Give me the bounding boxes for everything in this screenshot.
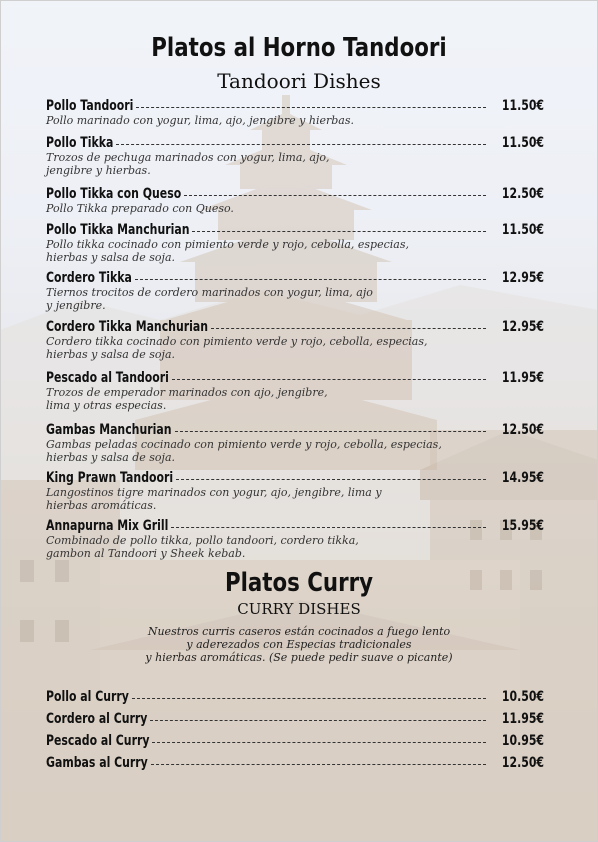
dish-name: Annapurna Mix Grill xyxy=(46,518,169,534)
dot-leader xyxy=(116,144,486,145)
menu-item xyxy=(46,470,544,512)
dot-leader xyxy=(132,698,486,699)
dot-leader xyxy=(150,720,486,721)
dish-name: Pollo Tikka xyxy=(46,135,114,151)
dish-description: jengibre y hierbas. xyxy=(46,163,151,177)
dish-name: Cordero Tikka Manchurian xyxy=(46,319,209,335)
dish-description: Langostinos tigre marinados con yogur, ajo, jengibre, lima y xyxy=(46,486,382,499)
dot-leader xyxy=(175,431,487,432)
menu-item-row xyxy=(46,98,544,115)
dish-price: 15.95€ xyxy=(501,518,544,534)
curry-intro xyxy=(0,625,598,664)
menu-item-row xyxy=(46,755,544,772)
menu-item xyxy=(46,711,544,728)
dish-description: Trozos de emperador marinados con ajo, jengibre, xyxy=(46,386,328,399)
dish-description: Pollo Tikka preparado con Queso. xyxy=(46,202,234,215)
dot-leader xyxy=(151,764,486,765)
menu-item xyxy=(46,186,544,216)
dish-description: Trozos de pechuga marinados con yogur, lima, ajo, xyxy=(46,151,330,164)
curry-intro-line: y hierbas aromáticas. (Se puede pedir suave o picante) xyxy=(145,651,453,664)
dish-name: Pollo al Curry xyxy=(46,689,129,705)
dish-description: lima y otras especias. xyxy=(46,398,167,412)
dish-description: hierbas y salsa de soja. xyxy=(46,250,176,264)
dot-leader xyxy=(211,328,486,329)
curry-subtitle: CURRY DISHES xyxy=(237,600,361,618)
menu-item-row xyxy=(46,470,544,487)
dish-description: hierbas aromáticas. xyxy=(46,498,157,512)
dish-price: 12.50€ xyxy=(501,755,544,771)
menu-item xyxy=(46,319,544,361)
dish-description: Cordero tikka cocinado con pimiento verde y rojo, cebolla, especias, xyxy=(46,335,428,348)
menu-item xyxy=(46,98,544,128)
menu-item-row xyxy=(46,270,544,287)
menu-item xyxy=(46,518,544,560)
dish-name: Pollo Tandoori xyxy=(46,98,134,114)
menu-item xyxy=(46,755,544,772)
dish-price: 12.95€ xyxy=(501,270,544,286)
dot-leader xyxy=(172,379,486,380)
dot-leader xyxy=(171,527,486,528)
menu-item xyxy=(46,135,544,177)
dish-name: Pollo Tikka Manchurian xyxy=(46,222,190,238)
dish-price: 10.95€ xyxy=(501,733,544,749)
curry-title: Platos Curry xyxy=(224,568,374,598)
dish-name: Pollo Tikka con Queso xyxy=(46,186,182,202)
dot-leader xyxy=(152,742,486,743)
menu-item xyxy=(46,222,544,264)
dish-description: Combinado de pollo tikka, pollo tandoori, cordero tikka, xyxy=(46,534,359,547)
dot-leader xyxy=(135,279,486,280)
dish-price: 10.50€ xyxy=(501,689,544,705)
menu-item-row xyxy=(46,422,544,439)
dish-name: Pescado al Tandoori xyxy=(46,370,169,386)
curry-intro-line: y aderezados con Especias tradicionales xyxy=(186,638,412,651)
dish-name: Pescado al Curry xyxy=(46,733,150,749)
dish-price: 11.50€ xyxy=(501,135,544,151)
dish-description: Pollo tikka cocinado con pimiento verde y rojo, cebolla, especias, xyxy=(46,238,409,251)
menu-item xyxy=(46,370,544,412)
dish-name: Gambas al Curry xyxy=(46,755,148,771)
menu-item-row xyxy=(46,711,544,728)
dish-price: 12.50€ xyxy=(501,186,544,202)
dish-name: Cordero Tikka xyxy=(46,270,132,286)
dish-description: Pollo marinado con yogur, lima, ajo, jengibre y hierbas. xyxy=(46,114,354,127)
menu-item xyxy=(46,270,544,312)
dish-price: 14.95€ xyxy=(501,470,544,486)
menu-item-row xyxy=(46,733,544,750)
dot-leader xyxy=(192,231,486,232)
dish-description: y jengibre. xyxy=(46,298,106,312)
menu-item-row xyxy=(46,222,544,239)
menu-item xyxy=(46,733,544,750)
menu-item-row xyxy=(46,689,544,706)
dish-description: Gambas peladas cocinado con pimiento verde y rojo, cebolla, especias, xyxy=(46,438,442,451)
dish-price: 11.95€ xyxy=(501,711,544,727)
menu-item-row xyxy=(46,319,544,336)
menu-item xyxy=(46,689,544,706)
dot-leader xyxy=(136,107,486,108)
menu-item-row xyxy=(46,370,544,387)
dish-description: Tiernos trocitos de cordero marinados con yogur, lima, ajo xyxy=(46,286,373,299)
dish-description: hierbas y salsa de soja. xyxy=(46,347,176,361)
dot-leader xyxy=(176,479,486,480)
tandoori-subtitle: Tandoori Dishes xyxy=(217,69,381,93)
menu-item-row xyxy=(46,186,544,203)
menu-item xyxy=(46,422,544,464)
dish-description: gambon al Tandoori y Sheek kebab. xyxy=(46,546,246,560)
dish-name: Cordero al Curry xyxy=(46,711,148,727)
tandoori-title: Platos al Horno Tandoori xyxy=(151,33,447,63)
menu-item-row xyxy=(46,135,544,152)
dish-price: 12.95€ xyxy=(501,319,544,335)
dish-price: 11.50€ xyxy=(501,222,544,238)
menu-item-row xyxy=(46,518,544,535)
dish-name: King Prawn Tandoori xyxy=(46,470,174,486)
curry-intro-line: Nuestros curris caseros están cocinados a fuego lento xyxy=(147,625,451,638)
dish-name: Gambas Manchurian xyxy=(46,422,172,438)
dot-leader xyxy=(184,195,486,196)
dish-price: 11.50€ xyxy=(501,98,544,114)
dish-price: 11.95€ xyxy=(501,370,544,386)
dish-price: 12.50€ xyxy=(501,422,544,438)
dish-description: hierbas y salsa de soja. xyxy=(46,450,176,464)
